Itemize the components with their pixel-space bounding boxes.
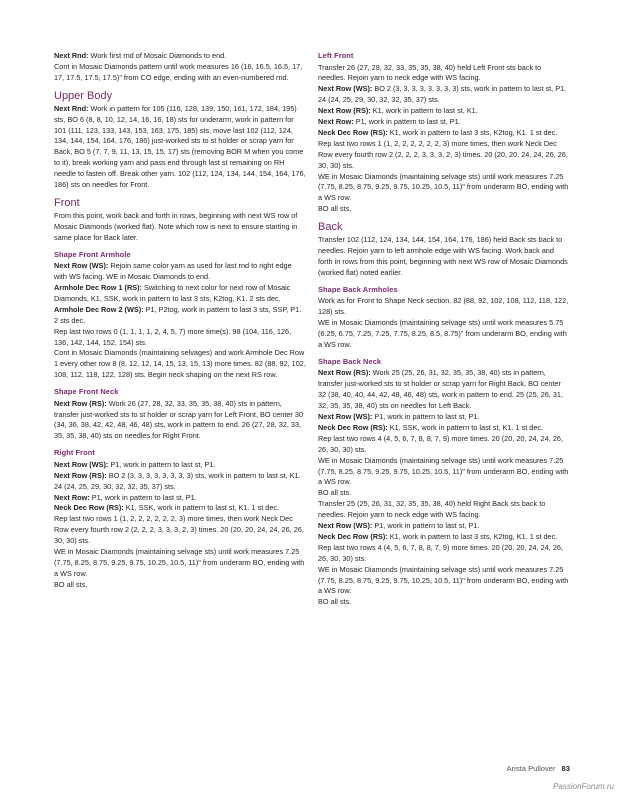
instruction-paragraph [318,235,570,279]
row-label: Next Rnd: [54,51,89,60]
instruction-paragraph [54,514,306,547]
instruction-paragraph [54,283,306,305]
left-column [54,51,306,591]
subheading-shape-front-neck: Shape Front Neck [54,387,119,397]
instruction-paragraph [54,62,306,84]
shape-front-neck-section [54,399,306,443]
section-heading-front: Front [54,196,80,209]
instruction-text: K1, work in pattern to last 3 sts, K2tog, K1. 1 st dec. [387,531,558,541]
instruction-paragraph [54,471,306,493]
instruction-paragraph [318,521,570,532]
instruction-text: From this point, work back and forth in rows, beginning with next WS row of Mosaic Diamonds (worked flat). Note which row is next to ensure starting in same place for Back later. [54,210,298,242]
row-label: Next Row: [318,117,354,127]
page-footer [440,764,570,773]
instruction-paragraph [318,368,570,412]
row-label: Armhole Dec Row 2 (WS): [54,304,144,314]
instruction-paragraph [54,547,306,580]
instruction-paragraph [318,139,570,172]
instruction-paragraph [318,84,570,106]
instruction-paragraph [54,580,306,591]
instruction-text: WE in Mosaic Diamonds (maintaining selvage sts) until work measures 5.75 (6.25, 6.75, 7.25, 7.25, 7.75, 8.25, 8.5, 8.75)" from underarm BO, ending with a WS row. [318,318,567,349]
shape-back-neck-section [318,368,570,608]
instruction-text: WE in Mosaic Diamonds (maintaining selvage sts) until work measures 7.25 (7.75, 8.25, 8.75, 9.25, 9.75, 10.25, 10.5, 11)" from underarm BO, ending with a WS row. [54,547,305,578]
instruction-text: K1, SSK, work in pattern to last st, K1. 1 st dec. [123,503,280,513]
row-label: Neck Dec Row (RS): [54,503,124,513]
upper-body-section [54,104,306,191]
instruction-paragraph [318,532,570,543]
instruction-paragraph [318,543,570,565]
back-section [318,235,570,279]
instruction-text: P1, P2tog, work in pattern to last 3 sts, SSP, P1. 2 sts dec. [54,304,302,325]
instruction-paragraph [54,503,306,514]
instruction-paragraph [318,106,570,117]
watermark: PassionForum.ru [553,782,614,791]
instruction-paragraph [318,456,570,489]
instruction-paragraph [54,305,306,327]
row-label: Next Row (WS): [54,261,109,271]
subheading-left-front: Left Front [318,51,354,60]
instruction-text: WE in Mosaic Diamonds (maintaining selvage sts) until work measures 7.25 (7.75, 8.25, 8.75, 9.25, 9.75, 10.25, 10.5, 11)" from underarm BO, ending with a WS row. [318,171,569,203]
instruction-paragraph [54,211,306,244]
instruction-text: Work 26 (27, 28, 32, 33, 35, 35, 38, 40) sts in pattern, transfer just-worked sts to st holder or scrap yarn for Left Front, BO center 30 (34, 36, 38, 42, 42, 48, 46, 48) sts, work in pattern to end. 26 (27, 28, 32, 33, 35, 35, 38, 40) sts on needles for Right Front. [54,398,304,441]
instruction-text: Work as for Front to Shape Neck section. 82 (88, 92, 102, 108, 112, 118, 122, 128) sts. [318,296,569,317]
instruction-paragraph [54,460,306,471]
row-label: Armhole Dec Row 1 (RS): [54,283,142,292]
instruction-paragraph [318,204,570,215]
row-label: Next Row (RS): [318,106,371,116]
row-label: Next Row (WS): [318,411,373,421]
instruction-text: WE in Mosaic Diamonds (maintaining selvage sts) until work measures 7.25 (7.75, 8.25, 8.75, 9.25, 9.75, 10.25, 10.5, 11)" from underarm BO, ending with a WS row. [318,455,569,487]
instruction-text: Switching to next color for next row of Mosaic Diamonds, K1, SSK, work in pattern to last 3 sts, K2tog, K1. 2 sts dec. [54,283,291,303]
subheading-shape-back-neck: Shape Back Neck [318,356,382,366]
instruction-paragraph [318,172,570,205]
instruction-text: P1, work in pattern to last st, P1. [89,492,197,502]
instruction-paragraph [318,296,570,318]
intro-section [54,51,306,84]
instruction-text: Cont in Mosaic Diamonds (maintaining selvages) and work Armhole Dec Row 1 every other row 8 (8, 12, 12, 14, 15, 13, 15, 13) more times. 82 (88, 92, 102, 108, 112, 118, 122, 128) sts. Begin neck shaping on the next RS row. [54,348,306,380]
instruction-text: BO 2 (3, 3, 3, 3, 3, 3, 3, 3) sts, work in pattern to last st, P1. 24 (24, 25, 29, 30, 32, 32, 35, 37) sts. [318,84,567,105]
row-label: Neck Dec Row (RS): [318,127,388,137]
instruction-text: K1, work in pattern to last 3 sts, K2tog, K1. 1 st dec. [387,127,558,137]
instruction-text: Rejoin same color yarn as used for last rnd to right edge with WS facing. WE in Mosaic Diamonds to end. [54,261,292,282]
subheading-shape-front-armhole: Shape Front Armhole [54,249,131,259]
instruction-text: Work in pattern for 105 (116, 128, 139, 150, 161, 172, 184, 195) sts, BO 6 (8, 8, 10, 12, 14, 16, 16, 18) sts for underarm, work in pattern for 101 (111, 123, 133, 143, 153, 163, 175, 185) sts, move last 102 (112, 124, 134, 144, 154, 164, 176, 186) just-worked sts to st holder or scrap yarn for Back, BO 5 (7, 7, 9, 11, 13, 15, 15, 17) sts (removing BOR M when you come to it), break working yarn and pass end through last st remaining on RH needle to fasten off. Break other yarn. 102 (112, 124, 134, 144, 154, 164, 176, 186) sts on needles for Front. [54,103,306,190]
row-label: Next Row (WS): [318,521,373,531]
instruction-text: BO all sts. [318,488,352,498]
instruction-text: BO all sts. [318,597,352,607]
row-label: Next Rnd: [54,103,89,113]
instruction-text: Cont in Mosaic Diamonds pattern until work measures 16 (16, 16.5, 16.5, 17, 17, 17.5, 17.5, 17.5)" from CO edge, ending with an even-numbered rnd. [54,61,303,82]
instruction-paragraph [54,261,306,283]
row-label: Next Row: [54,492,90,502]
instruction-paragraph [318,412,570,423]
instruction-text: Transfer 26 (27, 28, 32, 33, 35, 35, 38, 40) held Left Front sts back to needles. Rejoin yarn to neck edge with WS facing. [318,62,542,83]
footer-title: Arista Pullover [506,764,556,773]
page-number: 83 [561,764,570,773]
instruction-text: Rep last two rows 1 (1, 2, 2, 2, 2, 2, 2, 3) more times, then work Neck Dec Row every fourth row 2 (2, 2, 2, 3, 3, 3, 2, 3) times. 20 (20, 20, 24, 24, 26, 26, 30, 30) sts. [54,514,304,546]
instruction-paragraph [54,348,306,381]
instruction-text: Work 25 (25, 26, 31, 32, 35, 35, 38, 40) sts in pattern, transfer just-worked sts to st holder or scrap yarn for Right Back, BO center 32 (38, 40, 40, 44, 42, 48, 46, 48) sts, work in pattern to end. 25 (25, 26, 31, 32, 35, 35, 38, 40) sts on needles for Left Back. [318,368,564,411]
section-heading-upper-body: Upper Body [54,89,113,102]
instruction-paragraph [318,117,570,128]
instruction-text: Rep last two rows 1 (1, 2, 2, 2, 2, 2, 2, 3) more times, then work Neck Dec Row every fourth row 2 (2, 2, 2, 3, 3, 3, 2, 3) times. 20 (20, 20, 24, 24, 26, 26, 30, 30) sts. [318,138,568,170]
row-label: Next Row (RS): [318,368,371,378]
instruction-paragraph [318,565,570,598]
row-label: Next Row (WS): [318,84,373,94]
instruction-paragraph [54,399,306,443]
instruction-paragraph [318,423,570,434]
row-label: Neck Dec Row (RS): [318,531,388,541]
right-column [318,51,570,608]
instruction-text: Rep last two rows 4 (4, 5, 6, 7, 8, 8, 7, 9) more times. 20 (20, 20, 24, 24, 26, 26, 30, 30) sts. [318,542,563,563]
shape-front-armhole-section [54,261,306,381]
row-label: Next Row (RS): [54,398,107,408]
instruction-text: Transfer 25 (25, 26, 31, 32, 35, 35, 38, 40) held Right Back sts back to needles. Rejoin yarn to neck edge with WS facing. [318,499,546,520]
instruction-paragraph [54,327,306,349]
instruction-text: BO 2 (3, 3, 3, 3, 3, 3, 3, 3) sts, work in pattern to last st, K1. 24 (24, 25, 29, 30, 32, 32, 35, 37) sts. [54,470,301,491]
instruction-text: P1, work in pattern to last st, P1. [372,411,480,421]
instruction-text: K1, work in pattern to last st, K1. [370,106,478,116]
instruction-text: BO all sts. [54,579,88,589]
instruction-paragraph [54,493,306,504]
row-label: Next Row (RS): [54,470,107,480]
section-heading-back: Back [318,221,343,234]
instruction-text: K1, SSK, work in pattern to last st, K1. 1 st dec. [387,422,544,432]
instruction-text: Transfer 102 (112, 124, 134, 144, 154, 164, 176, 186) held Back sts back to needles. Rejoin yarn to left armhole edge with WS facing. Work back and forth in rows from this point, beginning with next WS row of Mosaic Diamonds (worked flat) noted earlier. [318,235,568,277]
instruction-text: P1, work in pattern to last st, P1. [372,521,480,531]
shape-back-armholes-section [318,296,570,351]
instruction-text: WE in Mosaic Diamonds (maintaining selvage sts) until work measures 7.25 (7.75, 8.25, 8.75, 9.25, 9.75, 10.25, 10.5, 11)" from underarm BO, ending with a WS row. [318,564,569,596]
instruction-paragraph [318,597,570,608]
instruction-paragraph [318,488,570,499]
instruction-text: Rep last two rows 4 (4, 5, 6, 7, 8, 8, 7, 9) more times. 20 (20, 20, 24, 24, 26, 26, 30, 30) sts. [318,433,563,454]
instruction-text: P1, work in pattern to last st, P1. [108,459,216,469]
instruction-paragraph [318,318,570,351]
row-label: Neck Dec Row (RS): [318,422,388,432]
row-label: Next Row (WS): [54,459,109,469]
subheading-right-front: Right Front [54,448,95,458]
instruction-paragraph [318,434,570,456]
subheading-shape-back-armholes: Shape Back Armholes [318,284,398,294]
instruction-paragraph [54,51,306,62]
instruction-paragraph [318,499,570,521]
left-front-section [318,63,570,216]
instruction-text: Rep last two rows 0 (1, 1, 1, 1, 2, 4, 5, 7) more time(s). 98 (104, 116, 126, 136, 142, 144, 152, 154) sts. [54,326,292,347]
instruction-paragraph [54,104,306,191]
instruction-text: P1, work in pattern to last st, P1. [353,117,461,127]
instruction-text: Work first rnd of Mosaic Diamonds to end. [88,51,227,60]
instruction-paragraph [318,128,570,139]
right-front-section [54,460,306,591]
instruction-paragraph [318,63,570,85]
front-section [54,211,306,244]
instruction-text: BO all sts. [318,204,352,214]
